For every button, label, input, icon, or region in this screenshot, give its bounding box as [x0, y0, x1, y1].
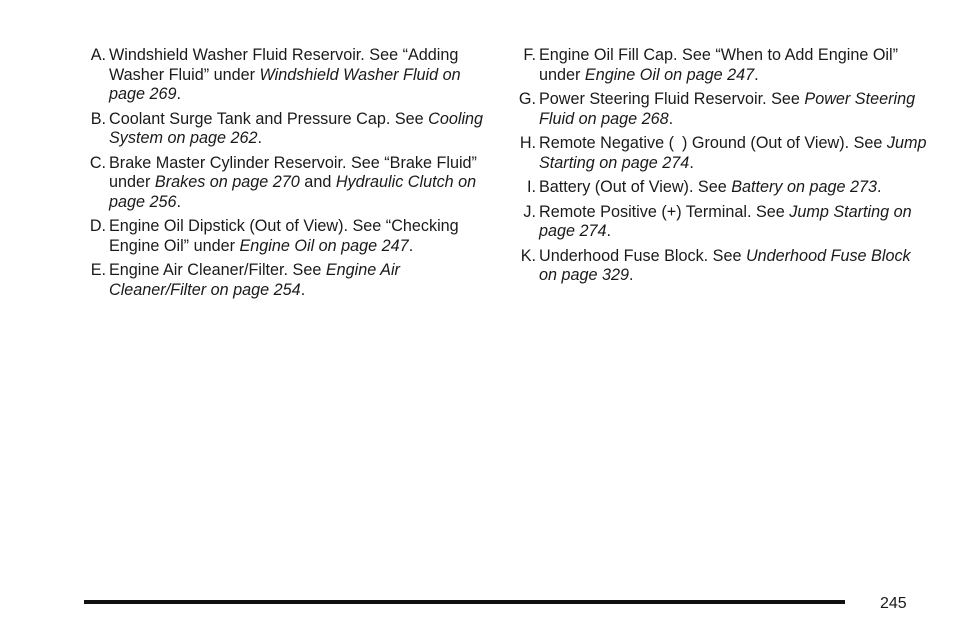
description-text: . — [877, 178, 882, 196]
cross-reference: Engine Air Cleaner/Filter on page 254 — [109, 261, 400, 299]
legend-item-d — [78, 217, 493, 256]
description-text: . — [300, 280, 306, 299]
cross-reference: Hydraulic Clutch on page 256 — [109, 173, 477, 211]
cross-reference: Engine Oil on page 247 — [239, 236, 409, 255]
cross-reference: Power Steering Fluid on page 268 — [539, 90, 916, 128]
legend-letter: J. — [523, 202, 536, 221]
legend-letter: G. — [518, 90, 536, 108]
legend-description — [539, 247, 928, 286]
description-text: Coolant Surge Tank and Pressure Cap. See — [109, 109, 429, 128]
legend-description — [539, 134, 928, 173]
legend-description — [539, 178, 928, 198]
cross-reference: Jump Starting on page 274 — [539, 202, 912, 240]
legend-description — [109, 217, 493, 256]
description-text: Battery (Out of View). See — [539, 178, 732, 196]
description-text: . — [176, 85, 182, 103]
cross-reference: Underhood Fuse Block on page 329 — [539, 246, 911, 284]
legend-item-k — [508, 247, 928, 286]
legend-description — [109, 154, 493, 213]
legend-item-c — [78, 154, 493, 213]
legend-letter: D. — [89, 217, 106, 235]
legend-letter: H. — [519, 134, 536, 152]
description-text: Windshield Washer Fluid Reservoir. See “Adding Washer Fluid” under — [109, 46, 459, 84]
legend-description — [539, 46, 928, 85]
legend-item-j — [508, 203, 928, 242]
legend-description — [109, 261, 493, 300]
legend-item-b — [78, 110, 493, 149]
legend-letter: B. — [90, 109, 106, 128]
legend-letter: C. — [89, 153, 106, 172]
description-text: . — [176, 192, 182, 211]
cross-reference: Cooling System on page 262 — [109, 109, 484, 147]
legend-description — [109, 110, 493, 149]
legend-letter: A. — [90, 46, 106, 64]
description-text: Remote Negative ( ) Ground (Out of View). See — [539, 134, 887, 152]
description-text: Brake Master Cylinder Reservoir. See “Brake Fluid” under — [109, 153, 477, 191]
description-text: Engine Oil Fill Cap. See “When to Add Engine Oil” under — [539, 46, 899, 84]
legend-item-g — [508, 90, 928, 129]
legend-letter: E. — [90, 261, 106, 279]
cross-reference: Battery on page 273 — [731, 178, 878, 196]
cross-reference: Jump Starting on page 274 — [539, 134, 927, 172]
legend-item-a — [78, 46, 493, 105]
legend-letter: K. — [520, 246, 536, 265]
cross-reference: Brakes on page 270 — [154, 173, 300, 191]
cross-reference: Windshield Washer Fluid on page 269 — [109, 65, 461, 103]
legend-description — [539, 203, 928, 242]
right-column — [508, 46, 928, 291]
footer-rule — [84, 600, 845, 604]
description-text: Power Steering Fluid Reservoir. See — [539, 90, 805, 108]
legend-letter: I. — [527, 178, 536, 196]
legend-letter: F. — [523, 46, 536, 64]
description-text: Underhood Fuse Block. See — [539, 246, 746, 265]
legend-item-e — [78, 261, 493, 300]
description-text: . — [257, 129, 262, 147]
legend-description — [539, 90, 928, 129]
description-text: Engine Oil Dipstick (Out of View). See “Checking Engine Oil” under — [109, 217, 459, 255]
description-text: . — [754, 65, 759, 84]
description-text: . — [689, 153, 694, 172]
description-text: . — [629, 266, 634, 284]
description-text: . — [668, 109, 674, 128]
legend-item-f — [508, 46, 928, 85]
description-text: Engine Air Cleaner/Filter. See — [109, 261, 326, 279]
legend-item-i — [508, 178, 928, 198]
description-text: and — [299, 173, 336, 191]
left-column — [78, 46, 493, 305]
description-text: . — [408, 236, 414, 255]
legend-item-h — [508, 134, 928, 173]
description-text: Remote Positive (+) Terminal. See — [539, 202, 790, 221]
legend-description — [109, 46, 493, 105]
page-number: 245 — [880, 595, 907, 612]
description-text: . — [606, 222, 612, 240]
cross-reference: Engine Oil on page 247 — [584, 65, 755, 84]
